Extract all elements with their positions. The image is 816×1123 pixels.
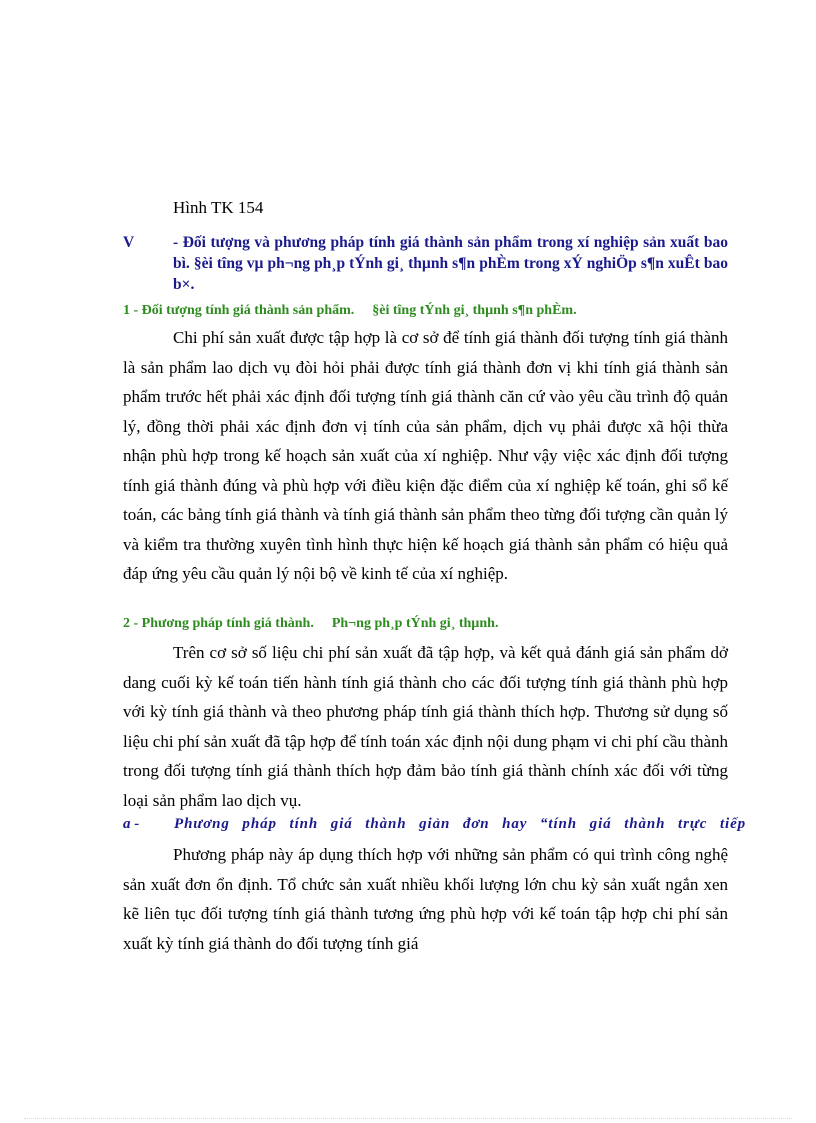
paragraph-2 xyxy=(123,638,728,815)
paragraph-1 xyxy=(123,323,728,589)
paragraph-1-text: Chi phí sản xuất được tập hợp là cơ sở để tính giá thành đối tượng tính giá thành là sản phẩm lao dịch vụ đòi hỏi phải được tính giá thành đơn vị khi tính giá thành sản phẩm trước hết phải xác định đối tượng tính giá thành căn cứ vào yêu cầu trình độ quản lý, đồng thời phải xác định đơn vị tính của sản phẩm, dịch vụ phải được xã hội thừa nhận phù hợp trong kế hoạch sản xuất của xí nghiệp. Như vậy việc xác định đối tượng tính giá thành đúng và phù hợp với điều kiện đặc điểm của xí nghiệp kế toán, ghi sổ kế toán, các bảng tính giá thành và tính giá thành sản phẩm theo từng đối tượng cần quản lý và kiểm tra thường xuyên tình hình thực hiện kế hoạch giá thành sản phẩm có hiệu quả đáp ứng yêu cầu quản lý nội bộ về kinh tế của xí nghiệp. xyxy=(123,328,728,583)
subheading-1-garbled: §èi tîng tÝnh gi¸ thµnh s¶n phÈm. xyxy=(372,303,577,318)
subheading-a xyxy=(123,816,747,833)
subheading-a-label: a - xyxy=(123,816,140,832)
subheading-a-text: Phương pháp tính giá thành giản đơn hay “tính giá thành trực tiếp xyxy=(174,816,747,832)
subheading-1-title: 1 - Đối tượng tính giá thành sản phẩm. xyxy=(123,303,355,318)
page-bottom-divider xyxy=(24,1118,792,1119)
figure-caption: Hình TK 154 xyxy=(173,198,264,217)
section-v-text: - Đối tượng và phương pháp tính giá thành sản phẩm trong xí nghiệp sản xuất bao bì. §èi tîng vµ ph¬ng ph¸p tÝnh gi¸ thµnh s¶n phÈm trong xÝ nghiÖp s¶n xuÊt bao b×. xyxy=(173,234,728,293)
paragraph-2-text: Trên cơ sở số liệu chi phí sản xuất đã tập hợp, và kết quả đánh giá sản phẩm dở dang cuối kỳ kế toán tiến hành tính giá thành cho các đối tượng tính giá thành phù hợp với kỳ tính giá thành và theo phương pháp tính giá thành thích hợp. Thương sử dụng số liệu chi phí sản xuất đã tập hợp để tính toán xác định nội dung phạm vi chi phí cầu thành trong đối tượng tính giá thành thích hợp đảm bảo tính giá thành chính xác đối với từng loại sản phẩm lao dịch vụ. xyxy=(123,643,728,810)
paragraph-3 xyxy=(123,840,728,958)
subheading-2-garbled: Ph¬ng ph¸p tÝnh gi¸ thµnh. xyxy=(331,616,499,631)
paragraph-3-text: Phương pháp này áp dụng thích hợp với những sản phẩm có qui trình công nghệ sản xuất đơn ổn định. Tổ chức sản xuất nhiều khối lượng lớn chu kỳ sản xuất ngắn xen kẽ liên tục đối tượng tính giá thành tương ứng phù hợp với kế toán tập hợp chi phí sản xuất kỳ tính giá thành do đối tượng tính giá xyxy=(123,845,728,953)
subheading-2-title: 2 - Phương pháp tính giá thành. xyxy=(123,616,314,631)
subheading-1 xyxy=(123,303,577,319)
subheading-2 xyxy=(123,616,498,632)
section-v-number: V xyxy=(123,234,135,251)
section-v-heading xyxy=(123,232,728,295)
